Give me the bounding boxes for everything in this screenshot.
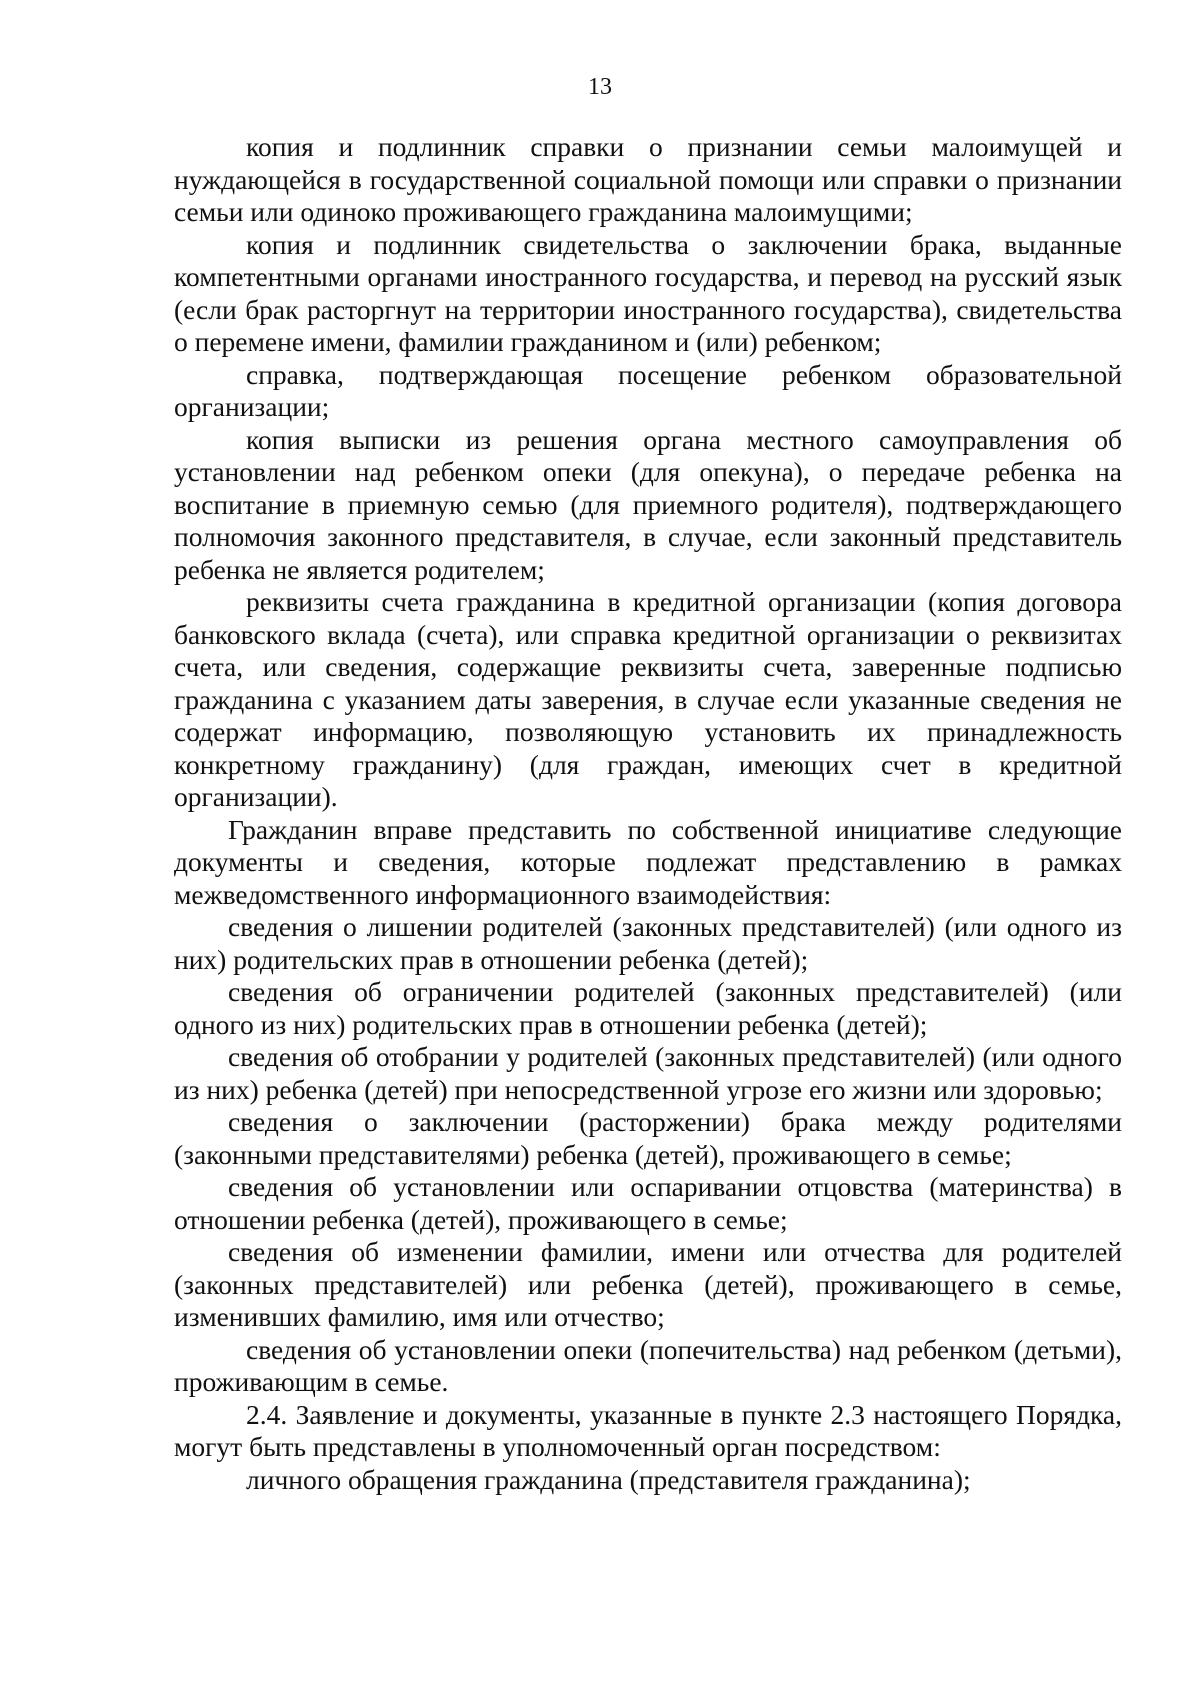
paragraph-personal-appeal: личного обращения гражданина (представителя гражданина); bbox=[246, 1463, 971, 1495]
paragraph-guardianship-established: сведения об установлении опеки (попечительства) над ребенком (детьми), проживающим в семье. bbox=[174, 1333, 1122, 1397]
document-body bbox=[174, 131, 1122, 1496]
paragraph-guardianship-extract: копия выписки из решения органа местного самоуправления об установлении над ребенком опеки (для опекуна), о передаче ребенка на воспитание в приемную семью (для приемного родителя), подтверждающего полномочия законного представителя, в случае, если законный представитель ребенка не является родителем; bbox=[174, 423, 1122, 585]
paragraph-optional-documents-intro: Гражданин вправе представить по собственной инициативе следующие документы и сведения, которые подлежат представлению в рамках межведомственного информационного взаимодействия: bbox=[174, 813, 1122, 910]
paragraph-marriage-dissolution: сведения о заключении (расторжении) брака между родителями (законными представителями) ребенка (детей), проживающего в семье; bbox=[174, 1106, 1122, 1170]
paragraph-deprivation-of-rights: сведения о лишении родителей (законных представителей) (или одного из них) родительских прав в отношении ребенка (детей); bbox=[174, 911, 1122, 975]
paragraph-section-2-4: 2.4. Заявление и документы, указанные в пункте 2.3 настоящего Порядка, могут быть представлены в уполномоченный орган посредством: bbox=[174, 1398, 1122, 1462]
paragraph-low-income-certificate: копия и подлинник справки о признании семьи малоимущей и нуждающейся в государственной социальной помощи или справки о признании семьи или одиноко проживающего гражданина малоимущими; bbox=[174, 131, 1122, 227]
paragraph-bank-details: реквизиты счета гражданина в кредитной организации (копия договора банковского вклада (счета), или справка кредитной организации о реквизитах счета, или сведения, содержащие реквизиты счета, заверенные подписью гражданина с указанием даты заверения, в случае если указанные сведения не содержат информацию, позволяющую установить их принадлежность конкретному гражданину) (для граждан, имеющих счет в кредитной организации). bbox=[174, 586, 1122, 812]
paragraph-name-change: сведения об изменении фамилии, имени или отчества для родителей (законных представителей) или ребенка (детей), проживающего в семье, изменивших фамилию, имя или отчество; bbox=[174, 1236, 1122, 1332]
paragraph-school-attendance: справка, подтверждающая посещение ребенком образовательной организации; bbox=[174, 358, 1122, 422]
page-number: 13 bbox=[588, 74, 612, 100]
paragraph-child-removal: сведения об отобрании у родителей (законных представителей) (или одного из них) ребенка (детей) при непосредственной угрозе его жизни или здоровью; bbox=[174, 1041, 1122, 1105]
paragraph-restriction-of-rights: сведения об ограничении родителей (законных представителей) (или одного из них) родительских прав в отношении ребенка (детей); bbox=[174, 976, 1122, 1040]
paragraph-paternity: сведения об установлении или оспаривании отцовства (материнства) в отношении ребенка (детей), проживающего в семье; bbox=[174, 1171, 1122, 1235]
paragraph-marriage-certificate: копия и подлинник свидетельства о заключении брака, выданные компетентными органами иностранного государства, и перевод на русский язык (если брак расторгнут на территории иностранного государства), свидетельства о перемене имени, фамилии гражданином и (или) ребенком; bbox=[174, 228, 1122, 357]
